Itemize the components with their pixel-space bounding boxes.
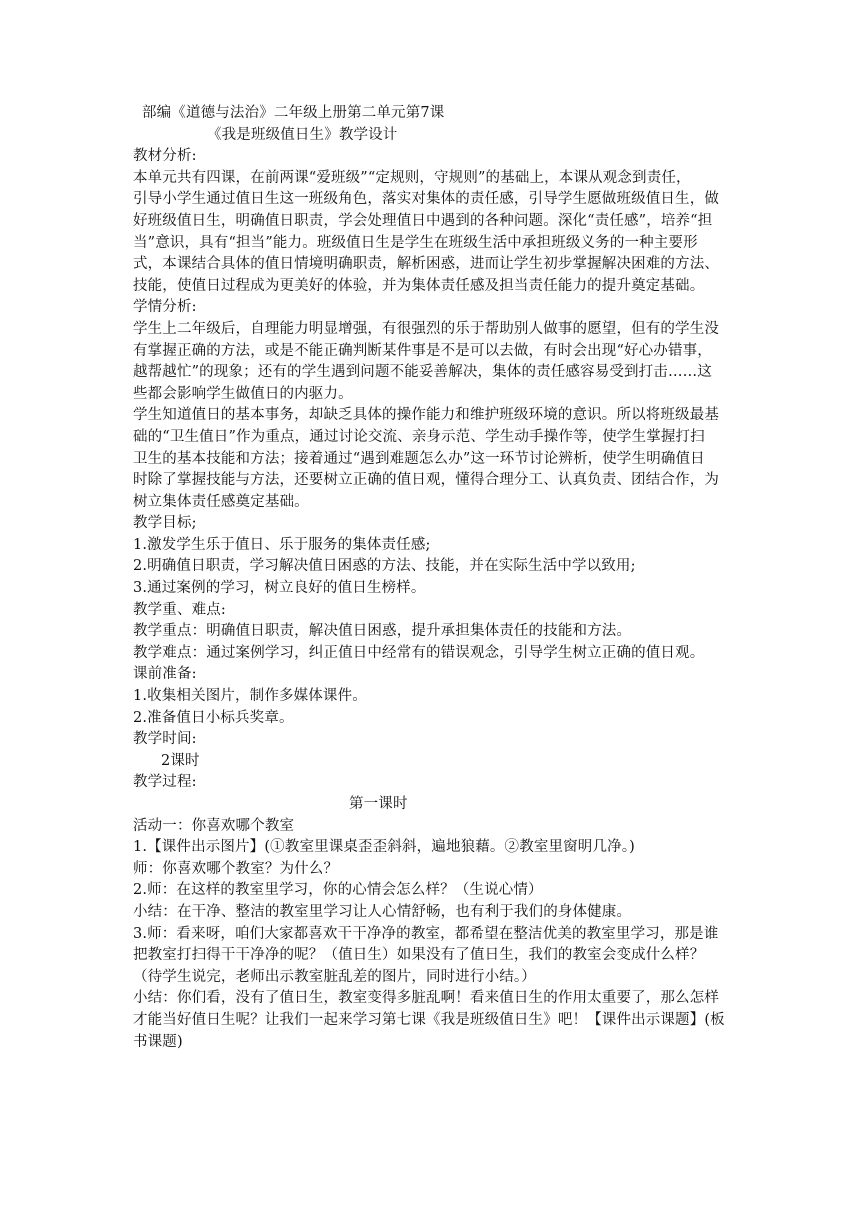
- text-line: 教学重点：明确值日职责，解决值日困惑，提升承担集体责任的技能和方法。: [133, 623, 632, 640]
- text-line: 教学重、难点:: [133, 601, 226, 618]
- text-line: 2.准备值日小标兵奖章。: [133, 709, 294, 726]
- text-line: 些都会影响学生做值日的内驱力。: [133, 385, 353, 402]
- document-body: [133, 103, 733, 1053]
- text-line: 式，本课结合具体的值日情境明确职责，解析困惑，进而让学生初步掌握解决困难的方法、: [133, 256, 719, 273]
- text-line: 2.明确值日职责，学习解决值日困惑的方法、技能，并在实际生活中学以致用;: [133, 558, 636, 575]
- text-line: 才能当好值日生呢？让我们一起来学习第七课《我是班级值日生》吧！【课件出示课题】(板: [133, 1011, 725, 1028]
- text-line: 时除了掌握技能与方法，还要树立正确的值日观，懂得合理分工、认真负责、团结合作，为: [133, 472, 719, 489]
- class-hours: 2课时: [161, 752, 200, 769]
- text-line: 卫生的基本技能和方法；接着通过“遇到难题怎么办”这一环节讨论辨析，使学生明确值日: [133, 450, 705, 467]
- text-line: 技能，使值日过程成为更美好的体验，并为集体责任感及担当责任能力的提升奠定基础。: [133, 277, 705, 294]
- document-title-line-1: 部编《道德与法治》二年级上册第二单元第7课: [142, 105, 445, 121]
- text-line: 小结：你们看，没有了值日生，教室变得多脏乱啊！看来值日生的作用太重要了，那么怎样: [133, 990, 719, 1007]
- text-line: （待学生说完，老师出示教室脏乱差的图片，同时进行小结。）: [133, 968, 536, 985]
- text-line: 书课题): [133, 1033, 183, 1050]
- text-line: 师：你喜欢哪个教室？为什么？: [133, 860, 339, 877]
- first-lesson-heading: 第一课时: [349, 796, 408, 812]
- text-line: 好班级值日生，明确值日职责，学会处理值日中遇到的各种问题。深化“责任感”，培养“担: [133, 212, 713, 229]
- text-line: 教材分析:: [133, 148, 197, 165]
- text-line: 本单元共有四课，在前两课“爱班级”“定规则，守规则”的基础上，本课从观念到责任，: [133, 169, 691, 186]
- text-line: 树立集体责任感奠定基础。: [133, 493, 309, 510]
- text-line: 教学难点：通过案例学习，纠正值日中经常有的错误观念，引导学生树立正确的值日观。: [133, 644, 705, 661]
- text-line: 教学时间:: [133, 731, 197, 748]
- text-line: 课前准备:: [133, 666, 197, 683]
- process-heading: 教学过程:: [133, 774, 197, 791]
- text-line: 1.【课件出示图片】(①教室里课桌歪歪斜斜，遍地狼藉。②教室里窗明几净。): [133, 839, 635, 856]
- text-line: 2.师：在这样的教室里学习，你的心情会怎么样？（生说心情）: [133, 882, 543, 899]
- text-block-activity: [133, 816, 733, 1054]
- text-line: 3.师：看来呀，咱们大家都喜欢干干净净的教室，都希望在整洁优美的教室里学习，那是谁: [133, 925, 719, 942]
- text-line: 当”意识，具有“担当”能力。班级值日生是学生在班级生活中承担班级义务的一种主要形: [133, 234, 698, 251]
- text-line: 础的“卫生值日”作为重点，通过讨论交流、亲身示范、学生动手操作等，使学生掌握打扫: [133, 428, 705, 445]
- text-line: 小结：在干净、整洁的教室里学习让人心情舒畅，也有利于我们的身体健康。: [133, 903, 632, 920]
- text-line: 1.激发学生乐于值日、乐于服务的集体责任感;: [133, 536, 431, 553]
- text-line: 学生上二年级后，自理能力明显增强，有很强烈的乐于帮助别人做事的愿望，但有的学生没: [133, 320, 719, 337]
- text-line: 把教室打扫得干干净净的呢？（值日生）如果没有了值日生，我们的教室会变成什么样？: [133, 947, 705, 964]
- text-line: 越帮越忙”的现象；还有的学生遇到问题不能妥善解决，集体的责任感容易受到打击……这: [133, 364, 712, 381]
- text-line: 3.通过案例的学习，树立良好的值日生榜样。: [133, 580, 426, 597]
- text-line: 1.收集相关图片，制作多媒体课件。: [133, 688, 367, 705]
- text-line: 引导小学生通过值日生这一班级角色，落实对集体的责任感，引导学生愿做班级值日生，做: [133, 191, 719, 208]
- text-line: 有掌握正确的方法，或是不能正确判断某件事是不是可以去做，有时会出现“好心办错事，: [133, 342, 712, 359]
- text-block-analysis: [133, 146, 733, 751]
- text-line: 学生知道值日的基本事务，却缺乏具体的操作能力和维护班级环境的意识。所以将班级最基: [133, 407, 719, 424]
- text-line: 教学目标;: [133, 515, 197, 532]
- document-title-line-2: 《我是班级值日生》教学设计: [207, 126, 398, 143]
- text-line: 活动一：你喜欢哪个教室: [133, 817, 295, 834]
- text-line: 学情分析:: [133, 299, 197, 316]
